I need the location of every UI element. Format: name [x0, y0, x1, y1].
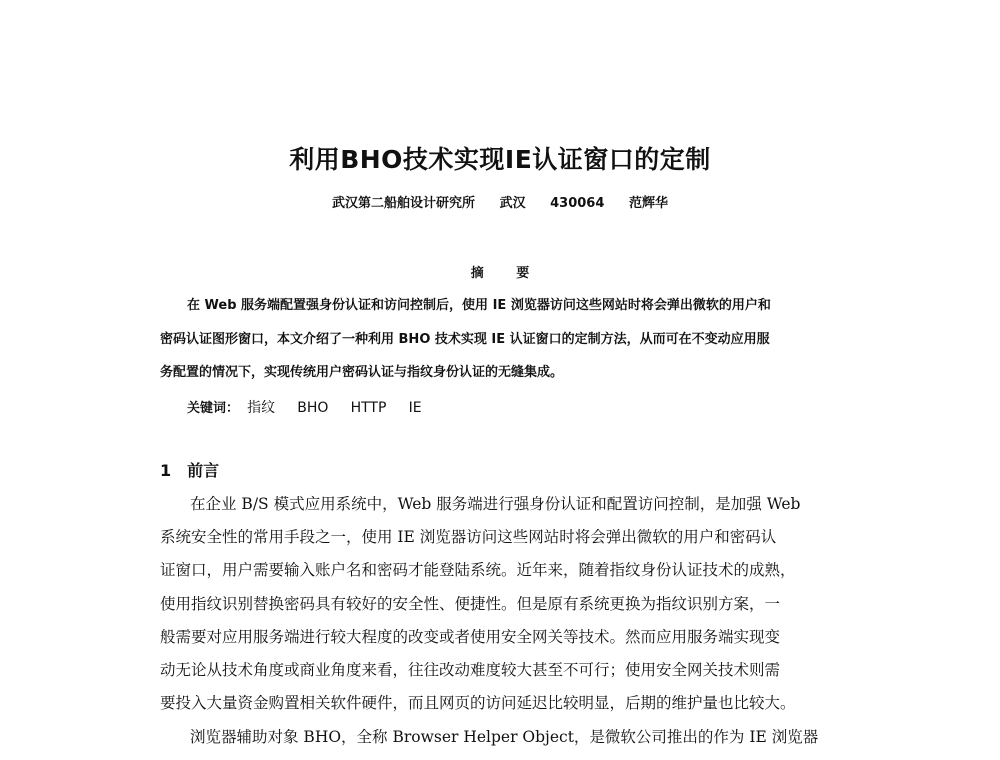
author-postcode: 430064 [550, 196, 605, 211]
keyword: IE [408, 400, 422, 416]
body-line: 在企业 B/S 模式应用系统中，Web 服务端进行强身份认证和配置访问控制，是加强 Web [190, 495, 801, 513]
body-line: 般需要对应用服务端进行较大程度的改变或者使用安全网关等技术。然而应用服务端实现变 [160, 628, 781, 646]
section-title: 前言 [187, 461, 220, 480]
author-line [0, 192, 1000, 211]
body-line: 证窗口，用户需要输入账户名和密码才能登陆系统。近年来，随着指纹身份认证技术的成熟， [160, 561, 796, 579]
keywords-label: 关键词： [187, 401, 240, 416]
body-line: 要投入大量资金购置相关软件硬件，而且网页的访问延迟比较明显，后期的维护量也比较大。 [160, 694, 796, 712]
abstract-line: 在 Web 服务端配置强身份认证和访问控制后，使用 IE 浏览器访问这些网站时将会弹出微软的用户和 [187, 298, 771, 313]
keywords [187, 397, 436, 417]
abstract-line: 务配置的情况下，实现传统用户密码认证与指纹身份认证的无缝集成。 [160, 365, 564, 380]
body-line: 使用指纹识别替换密码具有较好的安全性、便捷性。但是原有系统更换为指纹识别方案，一 [160, 595, 781, 613]
section-number: 1 [160, 461, 172, 480]
abstract-heading: 摘 要 [470, 266, 544, 281]
abstract-line: 密码认证图形窗口，本文介绍了一种利用 BHO 技术实现 IE 认证窗口的定制方法，从而可在不变动应用服 [160, 332, 770, 347]
author-affiliation: 武汉第二船舶设计研究所 [332, 196, 476, 211]
author-name: 范辉华 [628, 196, 668, 211]
keyword: HTTP [350, 400, 387, 416]
author-city: 武汉 [499, 196, 526, 211]
keyword: BHO [297, 400, 329, 416]
paper-title: 利用BHO技术实现IE认证窗口的定制 [289, 145, 711, 174]
section-heading [160, 458, 219, 481]
keyword: 指纹 [247, 400, 276, 416]
body-line: 浏览器辅助对象 BHO，全称 Browser Helper Object，是微软公司推出的作为 IE 浏览器 [190, 728, 819, 746]
body-line: 系统安全性的常用手段之一，使用 IE 浏览器访问这些网站时将会弹出微软的用户和密码认 [160, 528, 777, 546]
body-line: 动无论从技术角度或商业角度来看，往往改动难度较大甚至不可行；使用安全网关技术则需 [160, 661, 781, 679]
